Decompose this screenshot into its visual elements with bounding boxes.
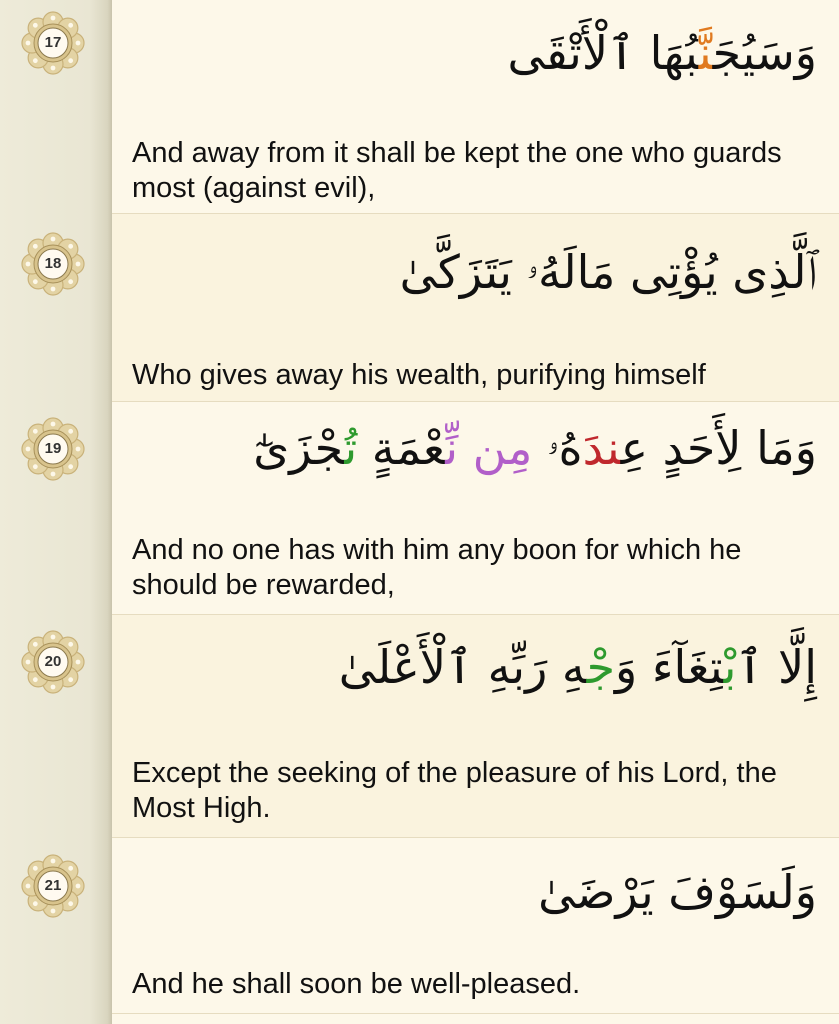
- arabic-segment-tajweed: مِن نِّ: [445, 421, 533, 475]
- verse-arabic-text: [400, 245, 817, 300]
- verse-translation: And away from it shall be kept the one who guards most (against evil),: [132, 137, 782, 204]
- arabic-segment: هُۥ: [532, 421, 583, 475]
- arabic-segment-tajweed: تُ: [344, 421, 358, 475]
- arabic-segment: إِلَّا ٱ: [736, 640, 817, 694]
- verse-row[interactable]: [112, 213, 839, 401]
- arabic-segment-tajweed: بْ: [723, 640, 737, 694]
- arabic-segment: هِ رَبِّهِ ٱلْأَعْلَىٰ: [338, 640, 587, 694]
- verse-translation: Except the seeking of the pleasure of his Lord, the Most High.: [132, 757, 777, 824]
- verse-number: 20: [44, 653, 62, 670]
- verse-number: 21: [44, 877, 62, 894]
- verse-number-badge: [20, 416, 86, 482]
- verse-list[interactable]: [112, 0, 839, 1024]
- verse-divider: [112, 837, 839, 838]
- verse-arabic-text: [507, 26, 817, 81]
- verse-number: 17: [44, 34, 62, 51]
- arabic-segment: جْزَىٰٓ: [253, 421, 345, 475]
- verse-divider: [112, 614, 839, 615]
- verse-row[interactable]: [112, 837, 839, 1013]
- verse-divider: [112, 1013, 839, 1014]
- arabic-segment-tajweed: جْ: [586, 640, 616, 694]
- verse-number: 18: [44, 255, 62, 272]
- verse-arabic-text: [253, 421, 817, 476]
- verse-number-badge: [20, 10, 86, 76]
- verse-translation: Who gives away his wealth, purifying himself: [132, 359, 706, 391]
- verse-divider: [112, 401, 839, 402]
- verse-number: 19: [44, 440, 62, 457]
- verse-row[interactable]: [112, 0, 839, 213]
- arabic-segment: وَلَسَوْفَ يَرْضَىٰ: [538, 865, 817, 919]
- arabic-segment: عْمَةٍ: [357, 421, 446, 475]
- arabic-segment-tajweed: نَّ: [698, 26, 713, 80]
- verse-number-badge: [20, 629, 86, 695]
- verse-arabic-text: [339, 640, 817, 695]
- arabic-segment: تِغَآءَ وَ: [615, 640, 724, 694]
- verse-row[interactable]: [112, 614, 839, 837]
- arabic-segment: وَسَيُجَ: [712, 26, 817, 80]
- verse-row[interactable]: [112, 401, 839, 614]
- arabic-segment-tajweed: ندَ: [582, 421, 621, 475]
- verse-number-badge: [20, 231, 86, 297]
- verse-arabic-text: [538, 865, 817, 920]
- verse-translation: And no one has with him any boon for which he should be rewarded,: [132, 534, 742, 601]
- verse-number-badge: [20, 853, 86, 919]
- arabic-segment: ٱلَّذِى يُؤْتِى مَالَهُۥ يَتَزَكَّىٰ: [399, 245, 817, 299]
- verse-translation: And he shall soon be well-pleased.: [132, 968, 581, 1000]
- arabic-segment: وَمَا لِأَحَدٍ عِ: [620, 421, 817, 475]
- verse-divider: [112, 213, 839, 214]
- arabic-segment: بُهَا ٱلْأَتْقَى: [507, 26, 699, 80]
